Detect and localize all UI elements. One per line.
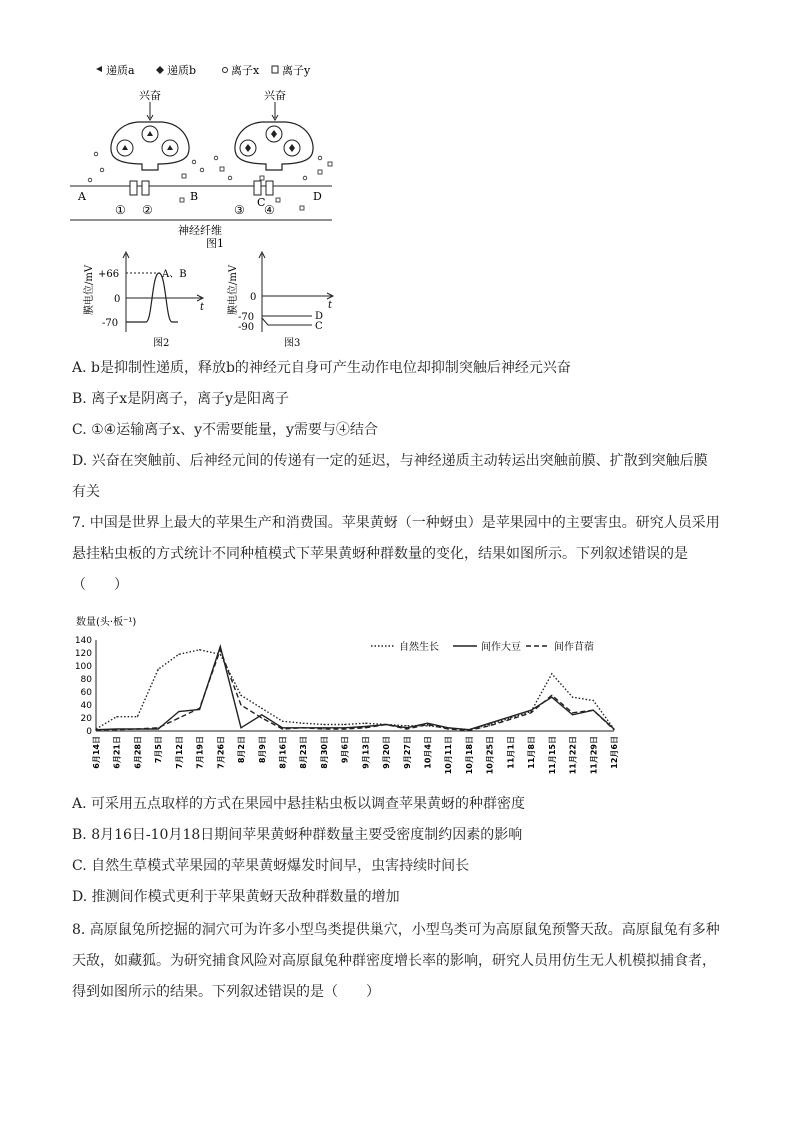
figure3-xlabel: t	[328, 300, 333, 311]
x-tick-label: 11月8日	[527, 736, 537, 769]
x-tick-label: 7月12日	[174, 736, 184, 769]
q7-option-b: B. 8月16日-10月18日期间苹果黄蚜种群数量主要受密度制约因素的影响	[72, 827, 523, 843]
x-tick-label: 8月2日	[237, 736, 247, 764]
data-point	[551, 695, 552, 696]
data-point	[406, 727, 407, 728]
y-tick-label: 60	[80, 688, 92, 698]
transmitter-b-icon	[156, 66, 164, 74]
x-tick-label: 10月25日	[485, 736, 495, 775]
data-point	[220, 649, 221, 650]
q7-stem-line3: （ ）	[72, 577, 128, 593]
figure2-potential-graph	[78, 250, 213, 350]
data-point	[510, 719, 511, 720]
data-point	[427, 724, 428, 725]
data-point	[158, 669, 159, 670]
y-tick-label: 40	[80, 701, 92, 711]
figure3-tick-90: -90	[238, 322, 255, 333]
data-point	[510, 716, 511, 717]
data-point	[137, 728, 138, 729]
data-point	[572, 697, 573, 698]
q6-option-a: A. b是抑制性递质，释放b的神经元自身可产生动作电位却抑制突触后神经元兴奋	[72, 360, 571, 376]
aphid-population-chart	[66, 610, 626, 780]
q6-option-d-line1: D. 兴奋在突触前、后神经元间的传递有一定的延迟，与神经递质主动转运出突触前膜、扩散到突触后膜	[72, 453, 708, 469]
data-point	[261, 717, 262, 718]
y-tick-label: 140	[74, 636, 92, 646]
x-tick-label: 9月27日	[402, 736, 412, 769]
figure3-potential-graph	[222, 250, 342, 350]
fiber-label: 神经纤维	[178, 224, 222, 237]
figure1-caption: 图1	[206, 237, 224, 248]
data-point	[178, 717, 179, 718]
x-tick-label: 8月23日	[299, 736, 309, 769]
excite-label-left: 兴奋	[139, 89, 161, 102]
q7-option-a: A. 可采用五点取样的方式在果园中悬挂粘虫板以调查苹果黄蚜的种群密度	[72, 796, 526, 812]
figure2-xlabel: t	[200, 302, 205, 313]
y-tick-label: 0	[86, 727, 92, 737]
figure3-tick-70: -70	[238, 312, 255, 323]
data-point	[158, 728, 159, 729]
channel-4	[266, 181, 273, 195]
data-point	[303, 723, 304, 724]
data-point	[344, 727, 345, 728]
data-point	[489, 723, 490, 724]
data-point	[282, 721, 283, 722]
data-point	[261, 708, 262, 709]
q7-option-d: D. 推测间作模式更利于苹果黄蚜天敌种群数量的增加	[72, 889, 400, 905]
data-point	[240, 704, 241, 705]
data-point	[116, 729, 117, 730]
channel-1	[130, 181, 137, 195]
data-point	[572, 712, 573, 713]
channel-2	[142, 181, 149, 195]
data-point	[489, 724, 490, 725]
data-point	[178, 654, 179, 655]
data-point	[344, 724, 345, 725]
series-line-3	[96, 650, 614, 731]
data-point	[199, 649, 200, 650]
data-point	[613, 729, 614, 730]
data-point	[406, 728, 407, 729]
x-tick-label: 9月20日	[382, 736, 392, 769]
figure2-tick-top: +66	[98, 269, 120, 280]
data-point	[593, 710, 594, 711]
figure3-tick-zero: 0	[250, 292, 257, 303]
chart-ylabel: 数量(头·板⁻¹)	[76, 617, 137, 628]
point-b-label: B	[190, 190, 199, 203]
q7-option-c: C. 自然生草模式苹果园的苹果黄蚜爆发时间早，虫害持续时间长	[72, 858, 470, 874]
x-tick-label: 10月11日	[444, 736, 454, 775]
data-point	[158, 727, 159, 728]
data-point	[323, 724, 324, 725]
q6-option-c: C. ①④运输离子x、y不需要能量，y需要与④结合	[72, 422, 378, 438]
data-point	[240, 695, 241, 696]
data-point	[489, 725, 490, 726]
data-point	[406, 725, 407, 726]
point-d-label: D	[313, 190, 322, 203]
point-c-label: C	[257, 196, 266, 209]
channel-3	[254, 181, 261, 195]
label-4: ④	[264, 203, 275, 217]
figure1-legend	[96, 63, 311, 77]
data-point	[282, 728, 283, 729]
q8-stem-line2: 天敌，如藏狐。为研究捕食风险对高原鼠兔种群密度增长率的影响，研究人员用仿生无人机模拟捕食者，	[72, 953, 716, 969]
data-point	[303, 727, 304, 728]
legend-label-3: 间作苜蓿	[554, 642, 594, 653]
q8-stem-line1: 8. 高原鼠兔所挖掘的洞穴可为许多小型鸟类提供巢穴，小型鸟类可为高原鼠兔预警天敌。高原鼠兔有多种	[72, 922, 720, 938]
data-point	[531, 712, 532, 713]
x-tick-label: 9月13日	[361, 736, 371, 769]
data-point	[220, 654, 221, 655]
data-point	[116, 716, 117, 717]
x-tick-label: 7月5日	[154, 736, 164, 764]
data-point	[551, 673, 552, 674]
figure3-label-c: C	[315, 321, 323, 332]
x-tick-label: 8月30日	[319, 736, 329, 769]
figure1-synapse-diagram	[70, 58, 342, 248]
x-tick-label: 11月29日	[589, 736, 599, 775]
x-tick-label: 9月6日	[340, 736, 350, 764]
legend-ion-x: 离子x	[231, 64, 260, 77]
data-point	[448, 728, 449, 729]
data-point	[365, 727, 366, 728]
data-point	[240, 727, 241, 728]
label-2: ②	[142, 203, 153, 217]
legend-label-2: 间作大豆	[481, 642, 521, 653]
data-point	[572, 714, 573, 715]
ion-x-icon	[223, 68, 228, 73]
x-tick-label: 11月22日	[568, 736, 578, 775]
data-point	[137, 716, 138, 717]
ion-y-icon	[272, 66, 278, 73]
x-tick-label: 11月1日	[506, 736, 516, 769]
x-tick-label: 10月4日	[423, 736, 433, 769]
data-point	[427, 725, 428, 726]
data-point	[344, 728, 345, 729]
legend-ion-y: 离子y	[282, 64, 311, 77]
data-point	[551, 697, 552, 698]
point-a-label: A	[78, 190, 86, 203]
figure2-tick-bottom: -70	[102, 318, 119, 329]
figure2-ylabel: 膜电位/mV	[84, 264, 95, 316]
label-3: ③	[234, 203, 245, 217]
y-tick-label: 120	[74, 649, 92, 659]
y-tick-label: 80	[80, 675, 92, 685]
legend-transmitter-b: 递质b	[167, 64, 197, 77]
figure3-caption: 图3	[284, 338, 301, 349]
q6-option-b: B. 离子x是阴离子，离子y是阳离子	[72, 391, 289, 407]
label-1: ①	[115, 203, 126, 217]
data-point	[178, 711, 179, 712]
q6-option-d-line2: 有关	[72, 484, 100, 500]
figure2-curve-label: A、B	[162, 269, 187, 280]
data-point	[199, 708, 200, 709]
x-tick-label: 8月9日	[257, 736, 267, 764]
x-tick-label: 6月28日	[133, 736, 143, 769]
figure3-curve-c	[262, 318, 312, 325]
data-point	[510, 717, 511, 718]
data-point	[220, 646, 221, 647]
series-line-1	[96, 650, 614, 730]
figure2-caption: 图2	[153, 338, 170, 349]
figure3-ylabel: 膜电位/mV	[228, 264, 239, 316]
x-tick-label: 7月26日	[216, 736, 226, 769]
x-tick-label: 8月16日	[278, 736, 288, 769]
data-point	[385, 724, 386, 725]
transmitter-a-icon	[96, 66, 102, 72]
y-tick-label: 20	[80, 714, 92, 724]
q7-stem-line2: 悬挂粘虫板的方式统计不同种植模式下苹果黄蚜种群数量的变化，结果如图所示。下列叙述错误的是	[72, 546, 688, 562]
excite-label-right: 兴奋	[264, 89, 286, 102]
data-point	[427, 723, 428, 724]
data-point	[531, 710, 532, 711]
data-point	[365, 726, 366, 727]
legend-transmitter-a: 递质a	[106, 64, 135, 77]
x-tick-label: 11月15日	[547, 736, 557, 775]
data-point	[323, 727, 324, 728]
x-tick-label: 6月21日	[112, 736, 122, 769]
x-tick-label: 7月19日	[195, 736, 205, 769]
q8-stem-line3: 得到如图所示的结果。下列叙述错误的是（ ）	[72, 984, 380, 1000]
data-point	[365, 723, 366, 724]
figure3-label-d: D	[315, 311, 324, 322]
y-tick-label: 100	[74, 662, 92, 672]
data-point	[448, 727, 449, 728]
series-line-2	[96, 647, 614, 730]
x-tick-label: 6月14日	[92, 736, 101, 769]
legend-label-1: 自然生长	[399, 642, 439, 653]
figure2-tick-zero: 0	[114, 294, 121, 305]
data-point	[323, 728, 324, 729]
x-tick-label: 12月6日	[610, 736, 619, 769]
q7-stem-line1: 7. 中国是世界上最大的苹果生产和消费国。苹果黄蚜（一种蚜虫）是苹果园中的主要害虫。研究人员采用	[72, 515, 720, 531]
x-tick-label: 10月18日	[464, 736, 474, 775]
data-point	[261, 714, 262, 715]
data-point	[593, 700, 594, 701]
